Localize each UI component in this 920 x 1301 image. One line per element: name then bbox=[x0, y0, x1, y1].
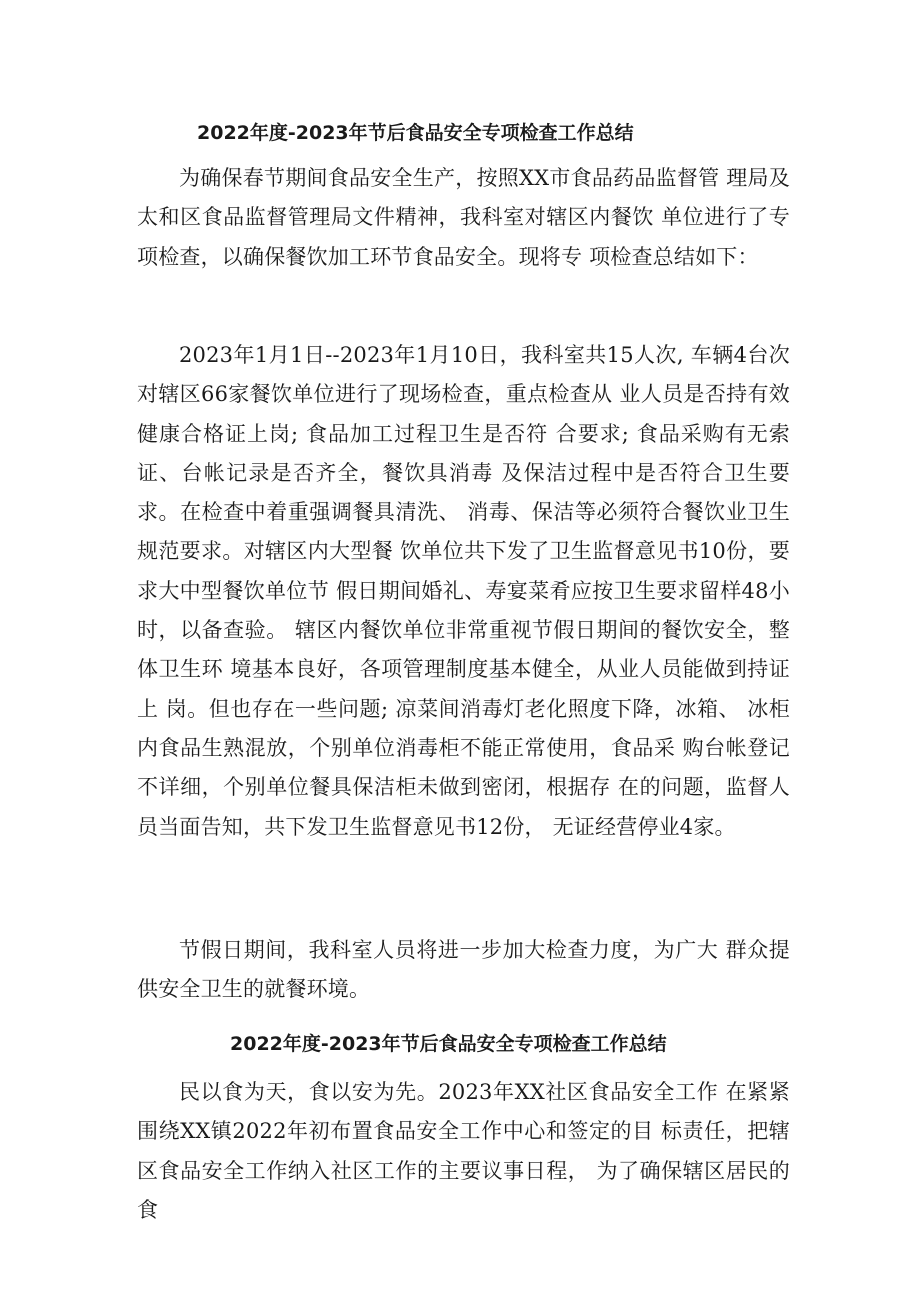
paragraph-holiday-plan: 节假日期间，我科室人员将进一步加大检查力度，为广大 群众提供安全卫生的就餐环境。 bbox=[137, 938, 790, 1002]
second-document-title: 2022年度-2023年节后食品安全专项检查工作总结 bbox=[230, 1033, 667, 1055]
paragraph-intro: 为确保春节期间食品安全生产，按照XX市食品药品监督管 理局及太和区食品监督管理局文件精神，我科室对辖区内餐饮 单位进行了专项检查，以确保餐饮加工环节食品安全。现将专 项检查总结如下： bbox=[137, 166, 790, 269]
paragraph-community-intro: 民以食为天，食以安为先。2023年XX社区食品安全工作 在紧紧围绕XX镇2022年初布置食品安全工作中心和签定的目 标责任，把辖区食品安全工作纳入社区工作的主要议事日程， 为了确保辖区居民的食 bbox=[137, 1080, 790, 1222]
document-title: 2022年度-2023年节后食品安全专项检查工作总结 bbox=[197, 122, 634, 144]
paragraph-inspection-details: 2023年1月1日--2023年1月10日，我科室共15人次, 车辆4台次对辖区66家餐饮单位进行了现场检查，重点检查从 业人员是否持有效健康合格证上岗; 食品加工过程卫生是否符 合要求; 食品采购有无索证、台帐记录是否齐全，餐饮具消毒 及保洁过程中是否符合卫生要求。在检查中着重强调餐具清洗、 消毒、保洁等必须符合餐饮业卫生规范要求。对辖区内大型餐 饮单位共下发了卫生监督意见书10份，要求大中型餐饮单位节 假日期间婚礼、寿宴菜肴应按卫生要求留样48小时，以备查验。 辖区内餐饮单位非常重视节假日期间的餐饮安全，整体卫生环 境基本良好，各项管理制度基本健全，从业人员能做到持证上 岗。但也存在一些问题; 凉菜间消毒灯老化照度下降，冰箱、 冰柜内食品生熟混放，个别单位消毒柜不能正常使用，食品采 购台帐登记不详细，个别单位餐具保洁柜未做到密闭，根据存 在的问题，监督人员当面告知，共下发卫生监督意见书12份， 无证经营停业4家。 bbox=[137, 343, 790, 839]
